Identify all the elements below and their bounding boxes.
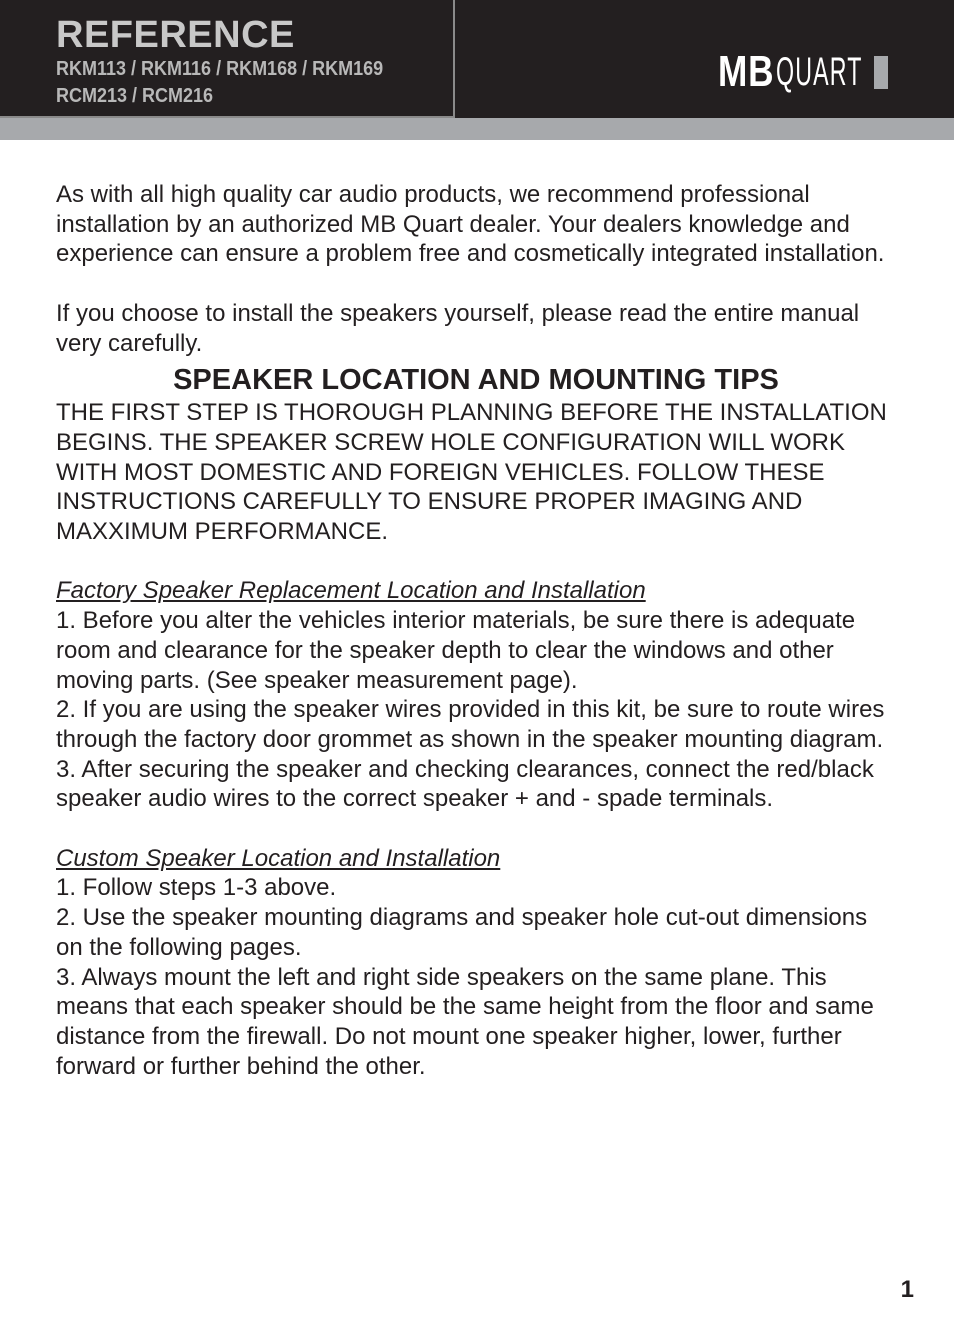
model-numbers-line-2: RCM213 / RCM216 xyxy=(56,85,214,107)
logo-quart-text: QUART xyxy=(776,50,863,94)
main-content xyxy=(56,180,896,1081)
factory-step-1: 1. Before you alter the vehicles interior materials, be sure there is adequate room and clearance for the speaker depth to clear the windows and other moving parts. (See speaker measurement page). xyxy=(56,607,856,694)
factory-step-2: 2. If you are using the speaker wires provided in this kit, be sure to route wires through the factory door grommet as shown in the speaker mounting diagram. xyxy=(56,696,885,753)
intro-paragraph-2: If you choose to install the speakers yourself, please read the entire manual very carefully. xyxy=(56,299,860,357)
custom-subheading: Custom Speaker Location and Installation xyxy=(56,844,501,872)
mb-quart-logo xyxy=(718,47,888,96)
factory-subheading: Factory Speaker Replacement Location and Installation xyxy=(56,577,646,605)
logo-mb-text: MB xyxy=(718,47,775,96)
custom-step-1: 1. Follow steps 1-3 above. xyxy=(56,874,337,902)
section-intro: THE FIRST STEP IS THOROUGH PLANNING BEFORE THE INSTALLATION BEGINS. THE SPEAKER SCREW HOLE CONFIGURATION WILL WORK WITH MOST DOMESTIC AND FOREIGN VEHICLES. FOLLOW THESE INSTRUCTIONS CAREFULLY TO ENSURE PROPER IMAGING AND MAXXIMUM PERFORMANCE. xyxy=(56,399,887,546)
page-header xyxy=(0,0,954,118)
custom-step-2: 2. Use the speaker mounting diagrams and speaker hole cut-out dimensions on the following pages. xyxy=(56,904,868,961)
header-divider-band xyxy=(0,118,954,140)
section-heading: SPEAKER LOCATION AND MOUNTING TIPS xyxy=(173,364,779,397)
model-numbers xyxy=(56,56,383,110)
header-reference-panel xyxy=(0,0,455,118)
header-title: REFERENCE xyxy=(56,14,295,56)
custom-step-3: 3. Always mount the left and right side speakers on the same plane. This means that each speaker should be the same height from the floor and same distance from the firewall. Do not mount one speaker higher, lower, further forward or further behind the other. xyxy=(56,963,874,1080)
page-number: 1 xyxy=(900,1276,914,1303)
factory-step-3: 3. After securing the speaker and checking clearances, connect the red/black speaker audio wires to the correct speaker + and - spade terminals. xyxy=(56,755,874,813)
model-numbers-line-1: RKM113 / RKM116 / RKM168 / RKM169 xyxy=(56,58,384,80)
logo-bar-mark xyxy=(874,56,888,89)
intro-paragraph-1: As with all high quality car audio products, we recommend professional installation by an authorized MB Quart dealer. Your dealers knowledge and experience can ensure a problem free and cosmetically integrated installation. xyxy=(56,181,885,268)
